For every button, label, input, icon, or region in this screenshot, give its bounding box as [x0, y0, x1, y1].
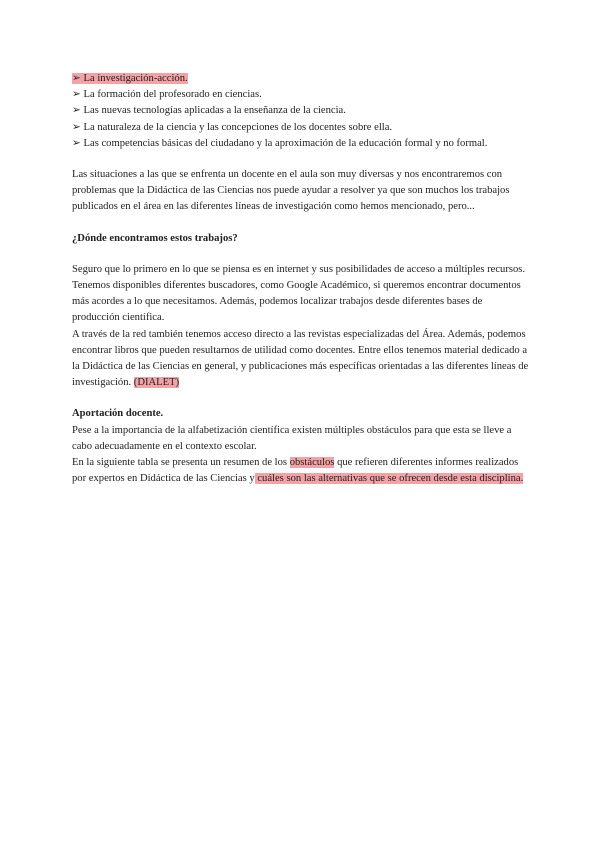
obstacles-highlight: obstáculos [289, 457, 335, 469]
highlighted-list-item: ➢ La investigación-acción. [72, 73, 188, 84]
spacer [72, 152, 532, 167]
list-item-teacher-training: ➢ La formación del profesorado en ciencias. [72, 89, 262, 101]
network-access-text: A través de la red también tenemos acceso directo a las revistas especializadas del Área. Además, podemos encontrar libros que pueden resultarnos de utilidad como docentes. Entre ellos tenemos material dedicado a la Didáctica de las Ciencias en general, y publicaciones más específicas orientadas a las diferentes líneas de investigación. [72, 328, 529, 389]
list-item-basic-competences: ➢ Las competencias básicas del ciudadano y la aproximación de la educación formal y no formal. [72, 137, 488, 149]
alternatives-highlight: cuáles son las alternativas que se ofrecen desde esta disciplina. [254, 473, 524, 485]
spacer [72, 391, 532, 406]
list-item-action-research [72, 71, 532, 87]
document-content [72, 71, 532, 487]
spacer [72, 216, 532, 231]
paragraph-obstacles-intro: Pese a la importancia de la alfabetización científica existen múltiples obstáculos para que esta se lleve a cabo adecuadamente en el contexto escolar. [72, 424, 512, 452]
heading-where-find-works: ¿Dónde encontramos estos trabajos? [72, 232, 238, 244]
paragraph-table-summary [72, 455, 532, 487]
paragraph-internet-resources: Seguro que lo primero en lo que se piensa es en internet y sus posibilidades de acceso a múltiples recursos. Tenemos disponibles diferentes buscadores, como Google Académico, si queremos encontrar documentos más acordes a lo que necesitamos. Además, podemos localizar trabajos desde diferentes bases de producción científica. [72, 263, 526, 324]
paragraph-situations: Las situaciones a las que se enfrenta un docente en el aula son muy diversas y nos encontraremos con problemas que la Didáctica de las Ciencias nos puede ayudar a resolver ya que son muchos los trabajos publicados en el área en las diferentes líneas de investigación como hemos mencionado, pero... [72, 169, 510, 213]
dialet-highlight: (DIALET) [133, 377, 180, 389]
paragraph-network-access [72, 327, 532, 392]
summary-text-1: En la siguiente tabla se presenta un resumen de los [72, 457, 290, 469]
summary-text-2: que refieren diferentes informes realizados por expertos en Didáctica de las Ciencias y [72, 457, 519, 485]
heading-teacher-contribution: Aportación docente. [72, 408, 164, 420]
list-item-new-technologies: ➢ Las nuevas tecnologías aplicadas a la enseñanza de la ciencia. [72, 105, 346, 117]
list-item-nature-of-science: ➢ La naturaleza de la ciencia y las concepciones de los docentes sobre ella. [72, 121, 393, 133]
spacer [72, 247, 532, 262]
